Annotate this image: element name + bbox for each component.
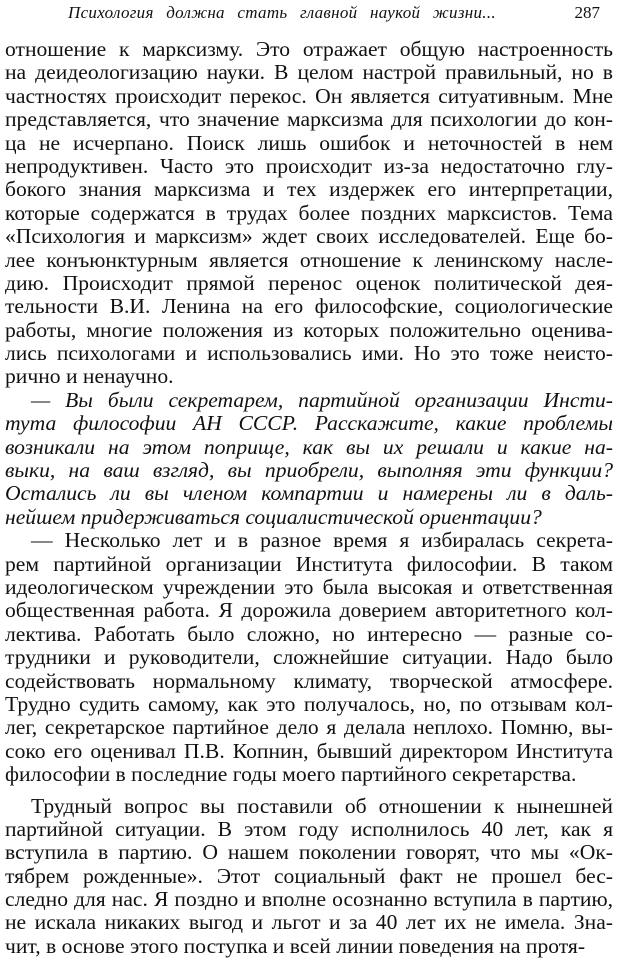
text-line: бокого знания марксизма и тех издержек его интерпретации, bbox=[5, 178, 613, 201]
text-line: лее конъюнктурным является отношение к ленинскому насле- bbox=[5, 249, 613, 272]
page-number: 287 bbox=[575, 3, 601, 23]
text-line: ца не исчерпано. Поиск лишь ошибок и неточностей в нем bbox=[5, 132, 613, 155]
body-text bbox=[5, 38, 613, 958]
text-line: идеологическом учреждении это была высокая и ответственная bbox=[5, 576, 613, 599]
text-line: Трудный вопрос вы поставили об отношении к нынешней bbox=[5, 795, 613, 818]
text-line: — Несколько лет и в разное время я избиралась секрета- bbox=[5, 529, 613, 552]
text-line: дию. Происходит прямой перенос оценок политической дея- bbox=[5, 272, 613, 295]
text-line: на деидеологизацию науки. В целом настрой правильный, но в bbox=[5, 61, 613, 84]
text-line: Трудно судить самому, как это получалось, но, по отзывам кол- bbox=[5, 693, 613, 716]
paragraph bbox=[5, 795, 613, 958]
running-head bbox=[68, 3, 600, 27]
interview-question bbox=[5, 389, 613, 529]
text-line: «Психология и марксизм» ждет своих исследователей. Еще бо- bbox=[5, 225, 613, 248]
paragraph bbox=[5, 529, 613, 786]
text-line: чит, в основе этого поступка и всей линии поведения на протя- bbox=[5, 935, 613, 958]
text-line: частностях происходит перекос. Он является ситуативным. Мне bbox=[5, 85, 613, 108]
text-line: соко его оценивал П.В. Копнин, бывший директором Института bbox=[5, 740, 613, 763]
text-line: отношение к марксизму. Это отражает общую настроенность bbox=[5, 38, 613, 61]
text-line: лись психологами и использовались ими. Но это тоже неисто- bbox=[5, 342, 613, 365]
text-line: тябрем рожденные». Этот социальный факт не прошел бес- bbox=[5, 865, 613, 888]
text-line: лектива. Работать было сложно, но интересно — разные со- bbox=[5, 623, 613, 646]
text-line: тута философии АН СССР. Расскажите, какие проблемы bbox=[5, 412, 613, 435]
text-line: выки, на ваш взгляд, вы приобрели, выполняя эти функции? bbox=[5, 459, 613, 482]
text-line: не искала никаких выгод и льгот и за 40 лет их не имела. Зна- bbox=[5, 911, 613, 934]
paragraph bbox=[5, 38, 613, 389]
text-line: вступила в партию. О нашем поколении говорят, что мы «Ок- bbox=[5, 841, 613, 864]
text-line: представляется, что значение марксизма для психологии до кон- bbox=[5, 108, 613, 131]
text-line: общественная работа. Я дорожила доверием авторитетного кол- bbox=[5, 599, 613, 622]
text-line: возникали на этом поприще, как вы их решали и какие на- bbox=[5, 436, 613, 459]
text-line: работы, многие положения из которых положительно оценива- bbox=[5, 319, 613, 342]
running-head-title: Психология должна стать главной наукой жизни... bbox=[68, 3, 496, 23]
text-line: непродуктивен. Часто это происходит из-за недостаточно глу- bbox=[5, 155, 613, 178]
text-line: следно для нас. Я поздно и вполне осознанно вступила в партию, bbox=[5, 888, 613, 911]
text-line: содействовать нормальному климату, творческой атмосфере. bbox=[5, 670, 613, 693]
text-line: Остались ли вы членом компартии и намерены ли в даль- bbox=[5, 482, 613, 505]
text-line: — Вы были секретарем, партийной организации Инсти- bbox=[5, 389, 613, 412]
text-line: тельности В.И. Ленина на его философские, социологические bbox=[5, 295, 613, 318]
text-line: философии в последние годы моего партийного секретарства. bbox=[5, 763, 613, 786]
text-line: нейшем придерживаться социалистической ориентации? bbox=[5, 506, 613, 529]
text-line: рем партийной организации Института философии. В таком bbox=[5, 553, 613, 576]
text-line: трудники и руководители, сложнейшие ситуации. Надо было bbox=[5, 646, 613, 669]
text-line: партийной ситуации. В этом году исполнилось 40 лет, как я bbox=[5, 818, 613, 841]
text-line: рично и ненаучно. bbox=[5, 365, 613, 388]
text-line: которые содержатся в трудах более поздних марксистов. Тема bbox=[5, 202, 613, 225]
text-line: лег, секретарское партийное дело я делала неплохо. Помню, вы- bbox=[5, 716, 613, 739]
